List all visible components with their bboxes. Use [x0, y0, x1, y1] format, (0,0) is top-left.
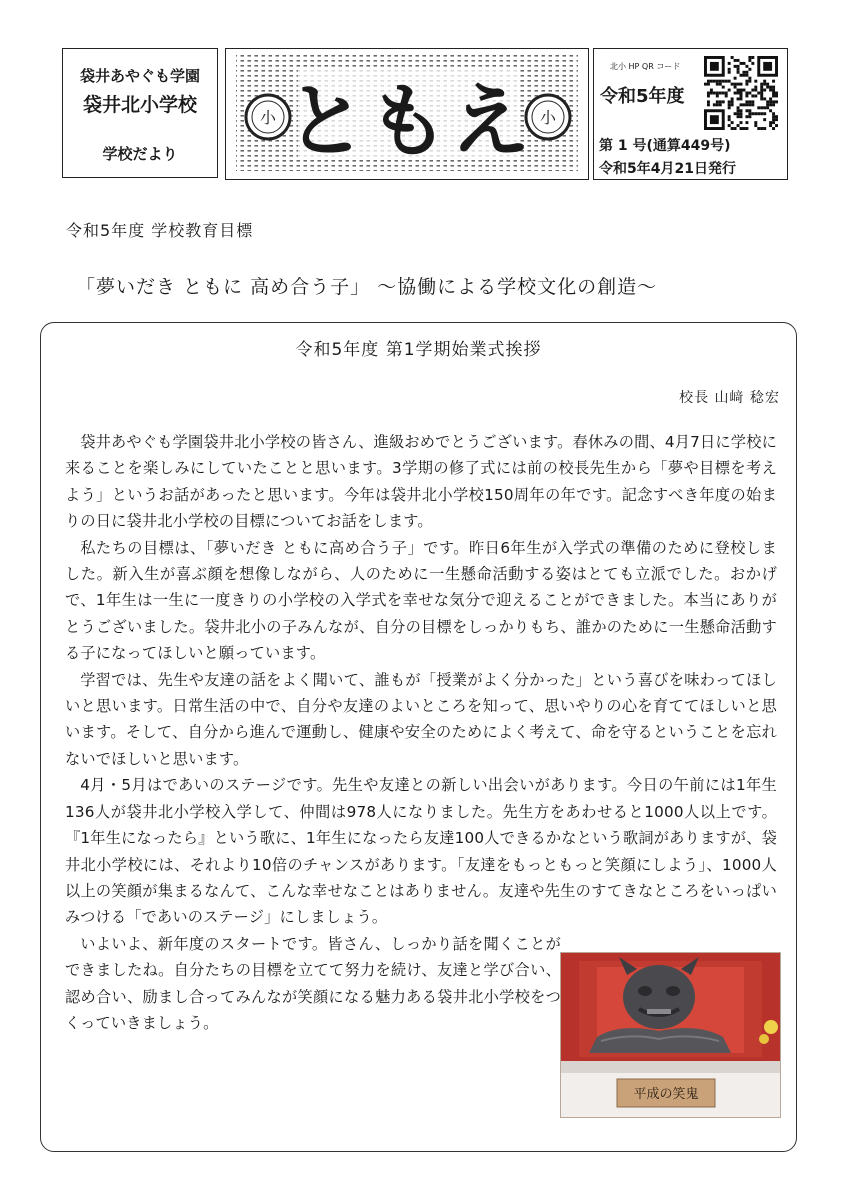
school-emblem-right-icon — [526, 95, 570, 139]
education-goal-heading: 令和5年度 学校教育目標 — [66, 221, 254, 240]
speech-body — [65, 429, 777, 1036]
speech-paragraph: 学習では、先生や友達の話をよく聞いて、誰もが「授業がよく分かった」という喜びを味わってほしいと思います。日常生活の中で、自分や友達のよいところを知って、思いやりの心を育ててほしいと思います。そして、自分から進んで運動し、健康や安全のためによく考えて、命を守るということを忘れないでほしいと思います。 — [65, 670, 777, 768]
svg-text:小: 小 — [259, 108, 277, 127]
newsletter-type: 学校だより — [102, 145, 178, 163]
svg-text:小: 小 — [539, 108, 557, 127]
school-emblem-left-icon — [246, 95, 290, 139]
newsletter-logo — [225, 48, 589, 180]
oni-statue-photo — [560, 952, 781, 1118]
issue-year: 令和5年度 — [600, 86, 685, 107]
plaque-text: 平成の笑鬼 — [633, 1087, 699, 1102]
issue-number: 第 1 号(通算449号) — [599, 138, 731, 154]
speech-byline: 校長 山﨑 稔宏 — [679, 390, 780, 406]
school-name: 袋井北小学校 — [82, 94, 197, 116]
school-group: 袋井あやぐも学園 — [79, 67, 200, 85]
homepage-qr-code-icon[interactable] — [704, 56, 778, 130]
logo-artwork — [226, 49, 588, 179]
speech-paragraph: 袋井あやぐも学園袋井北小学校の皆さん、進級おめでとうございます。春休みの間、4月7日に学校に来ることを楽しみにしていたことと思います。3学期の修了式には前の校長先生から「夢や目標を考えよう」というお話があったと思います。今年は袋井北小学校150周年の年です。記念すべき年度の始まりの日に袋井北小学校の目標についてお話をします。 — [65, 433, 777, 531]
speech-paragraph: 4月・5月はであいのステージです。先生や友達との新しい出会いがあります。今日の午前には1年生136人が袋井北小学校入学して、仲間は978人になりました。先生方をあわせると1000人以上です。『1年生になったら』という歌に、1年生になったら友達100人できるかなという歌詞がありますが、袋井北小学校には、それより10倍のチャンスがあります。「友達をもっともっと笑顔にしよう」、1000人以上の笑顔が集まるなんて、こんな幸せなことはありません。友達や先生のすてきなところをいっぱいみつける「であいのステージ」にしましょう。 — [65, 776, 777, 927]
logo-title: ともえ — [286, 74, 532, 168]
speech-title: 令和5年度 第1学期始業式挨拶 — [295, 340, 542, 360]
speech-paragraph: いよいよ、新年度のスタートです。皆さん、しっかり話を聞くことができましたね。自分たちの目標を立てて努力を続け、友達と学び合い、認め合い、励まし合ってみんなが笑顔になる魅力ある袋井北小学校をつくっていきましょう。 — [65, 934, 561, 1032]
masthead-issue-box — [593, 48, 788, 180]
education-goal-motto: 「夢いだき ともに 高め合う子」 ～協働による学校文化の創造～ — [76, 276, 658, 298]
publish-date: 令和5年4月21日発行 — [599, 161, 736, 177]
masthead-school-box — [62, 48, 218, 178]
oni-statue-image — [561, 953, 780, 1117]
speech-paragraph: 私たちの目標は、「夢いだき ともに高め合う子」です。昨日6年生が入学式の準備のために登校しました。新入生が喜ぶ顔を想像しながら、人のために一生懸命活動する姿はとても立派でした。おかげで、1年生は一生に一度きりの小学校の入学式を幸せな気分で迎えることができました。本当にありがとうございました。袋井北小の子みんなが、自分の目標をしっかりもち、誰かのために一生懸命活動する子になってほしいと願っています。 — [65, 538, 777, 663]
qr-caption: 北小 HP QR コード — [610, 62, 681, 71]
